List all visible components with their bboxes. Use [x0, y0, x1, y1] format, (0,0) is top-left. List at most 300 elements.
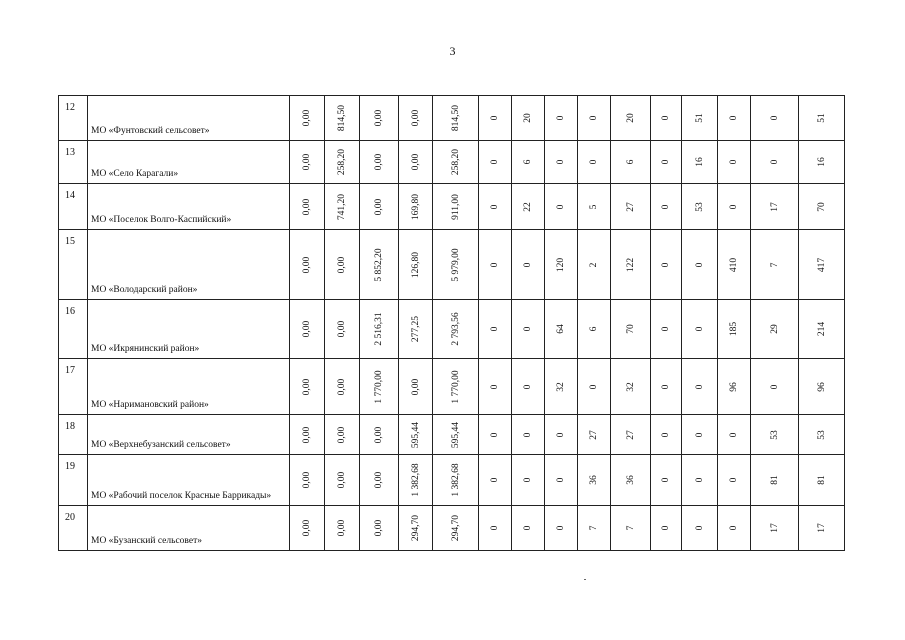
cell-value: 0 — [556, 477, 566, 483]
value-cell — [751, 359, 799, 415]
value-cell — [751, 96, 799, 141]
cell-value: 0,00 — [374, 519, 384, 537]
value-cell — [433, 300, 479, 359]
value-cell — [512, 96, 545, 141]
cell-value: 0,00 — [337, 426, 347, 443]
cell-value: 0,00 — [337, 320, 347, 338]
value-cell — [512, 184, 545, 230]
cell-value: 258,20 — [450, 148, 461, 176]
cell-value: 277,25 — [410, 315, 421, 343]
value-cell — [799, 415, 845, 455]
value-cell — [433, 359, 479, 415]
cell-value: 2 — [589, 262, 599, 267]
value-cell — [799, 184, 845, 230]
cell-value: 27 — [625, 201, 636, 212]
value-cell — [682, 96, 718, 141]
cell-value: 0 — [661, 326, 671, 332]
value-cell — [433, 455, 479, 506]
value-cell — [399, 415, 433, 455]
cell-value: 22 — [523, 201, 533, 212]
value-cell — [611, 141, 651, 184]
cell-value: 96 — [816, 381, 827, 392]
cell-value: 0 — [556, 432, 566, 437]
value-cell — [611, 184, 651, 230]
cell-value: 0 — [661, 115, 671, 121]
cell-value: 0,00 — [337, 378, 347, 395]
value-cell — [611, 506, 651, 551]
value-cell — [751, 230, 799, 300]
value-cell — [751, 415, 799, 455]
cell-value: 70 — [816, 201, 827, 212]
value-cell — [799, 506, 845, 551]
cell-value: 814,50 — [450, 104, 461, 132]
value-cell — [512, 300, 545, 359]
cell-value: 70 — [625, 324, 636, 334]
value-cell — [682, 506, 718, 551]
value-cell — [290, 184, 325, 230]
row-number: 14 — [59, 184, 88, 230]
table-row — [59, 455, 845, 506]
cell-value: 0 — [694, 432, 705, 437]
value-cell — [682, 415, 718, 455]
cell-value: 0 — [661, 477, 671, 483]
cell-value: 417 — [816, 257, 827, 272]
value-cell — [433, 184, 479, 230]
value-cell — [360, 506, 399, 551]
row-number: 19 — [59, 455, 88, 506]
value-cell — [512, 141, 545, 184]
value-cell — [360, 141, 399, 184]
cell-value: 169,80 — [410, 193, 421, 220]
cell-value: 96 — [729, 381, 739, 392]
cell-value: 0,00 — [410, 153, 421, 171]
value-cell — [651, 300, 682, 359]
cell-value: 0,00 — [302, 153, 312, 171]
cell-value: 0,00 — [374, 471, 384, 489]
table-row — [59, 184, 845, 230]
cell-value: 53 — [816, 429, 827, 440]
value-cell — [718, 230, 751, 300]
value-cell — [360, 359, 399, 415]
municipality-name: МО «Поселок Волго-Каспийский» — [88, 184, 290, 230]
table-row — [59, 300, 845, 359]
cell-value: 120 — [556, 257, 566, 272]
value-cell — [651, 359, 682, 415]
cell-value: 258,20 — [337, 148, 347, 176]
value-cell — [799, 455, 845, 506]
cell-value: 0 — [523, 326, 533, 332]
value-cell — [512, 415, 545, 455]
table-row — [59, 230, 845, 300]
cell-value: 27 — [589, 429, 599, 440]
row-number: 18 — [59, 415, 88, 455]
cell-value: 0,00 — [302, 426, 312, 443]
cell-value: 0,00 — [302, 378, 312, 395]
cell-value: 16 — [694, 157, 705, 167]
cell-value: 294,70 — [410, 514, 421, 542]
cell-value: 214 — [816, 321, 827, 337]
cell-value: 0 — [769, 159, 780, 165]
cell-value: 0 — [769, 115, 780, 121]
value-cell — [290, 506, 325, 551]
value-cell — [718, 96, 751, 141]
value-cell — [433, 230, 479, 300]
row-number: 12 — [59, 96, 88, 141]
cell-value: 0 — [661, 384, 671, 389]
cell-value: 0 — [490, 115, 500, 121]
cell-value: 0 — [729, 525, 739, 531]
value-cell — [578, 96, 611, 141]
cell-value: 5 852,20 — [374, 247, 384, 282]
cell-value: 0 — [661, 204, 671, 209]
cell-value: 814,50 — [337, 104, 347, 132]
value-cell — [578, 230, 611, 300]
cell-value: 0 — [490, 477, 500, 483]
cell-value: 27 — [625, 429, 636, 440]
cell-value: 0 — [523, 262, 533, 267]
cell-value: 0,00 — [374, 426, 384, 443]
value-cell — [360, 230, 399, 300]
value-cell — [512, 230, 545, 300]
value-cell — [290, 359, 325, 415]
value-cell — [682, 141, 718, 184]
value-cell — [290, 96, 325, 141]
value-cell — [360, 300, 399, 359]
value-cell — [799, 359, 845, 415]
value-cell — [479, 96, 512, 141]
value-cell — [611, 359, 651, 415]
value-cell — [718, 184, 751, 230]
cell-value: 2 516,31 — [374, 312, 384, 346]
table-row — [59, 506, 845, 551]
value-cell — [718, 359, 751, 415]
value-cell — [611, 415, 651, 455]
value-cell — [682, 359, 718, 415]
value-cell — [718, 141, 751, 184]
value-cell — [479, 300, 512, 359]
value-cell — [290, 141, 325, 184]
value-cell — [479, 141, 512, 184]
cell-value: 0 — [694, 326, 705, 332]
cell-value: 2 793,56 — [450, 312, 461, 346]
cell-value: 0 — [490, 525, 500, 531]
value-cell — [651, 184, 682, 230]
municipality-name: МО «Село Карагали» — [88, 141, 290, 184]
cell-value: 81 — [769, 475, 780, 485]
value-cell — [651, 96, 682, 141]
value-cell — [718, 506, 751, 551]
municipality-name: МО «Фунтовский сельсовет» — [88, 96, 290, 141]
cell-value: 36 — [589, 475, 599, 485]
value-cell — [651, 506, 682, 551]
value-cell — [360, 415, 399, 455]
cell-value: 0,00 — [374, 198, 384, 215]
cell-value: 185 — [729, 321, 739, 337]
page-number: 3 — [449, 44, 456, 58]
cell-value: 36 — [625, 475, 636, 485]
value-cell — [545, 141, 578, 184]
value-cell — [545, 230, 578, 300]
cell-value: 7 — [769, 262, 780, 267]
value-cell — [360, 455, 399, 506]
cell-value: 0 — [523, 432, 533, 437]
cell-value: 911,00 — [450, 193, 461, 220]
cell-value: 0 — [661, 159, 671, 165]
value-cell — [545, 96, 578, 141]
municipality-name: МО «Бузанский сельсовет» — [88, 506, 290, 551]
cell-value: 6 — [589, 326, 599, 332]
cell-value: 0,00 — [302, 198, 312, 215]
municipality-name: МО «Наримановский район» — [88, 359, 290, 415]
cell-value: 32 — [556, 381, 566, 392]
value-cell — [399, 455, 433, 506]
cell-value: 0,00 — [374, 153, 384, 171]
municipality-name: МО «Рабочий поселок Красные Баррикады» — [88, 455, 290, 506]
cell-value: 1 770,00 — [374, 369, 384, 404]
value-cell — [479, 415, 512, 455]
cell-value: 0 — [729, 159, 739, 165]
value-cell — [325, 455, 360, 506]
cell-value: 0,00 — [337, 471, 347, 489]
value-cell — [479, 230, 512, 300]
value-cell — [512, 359, 545, 415]
cell-value: 0 — [490, 262, 500, 267]
cell-value: 0 — [769, 384, 780, 389]
value-cell — [545, 455, 578, 506]
value-cell — [325, 300, 360, 359]
cell-value: 0 — [729, 115, 739, 121]
value-cell — [651, 415, 682, 455]
cell-value: 0 — [589, 384, 599, 389]
cell-value: 0 — [729, 477, 739, 483]
cell-value: 51 — [694, 113, 705, 123]
table-row — [59, 359, 845, 415]
value-cell — [718, 300, 751, 359]
cell-value: 51 — [816, 113, 827, 123]
cell-value: 410 — [729, 257, 739, 272]
cell-value: 20 — [625, 113, 636, 123]
cell-value: 5 979,00 — [450, 247, 461, 282]
value-cell — [290, 300, 325, 359]
cell-value: 0,00 — [374, 109, 384, 127]
table-row — [59, 96, 845, 141]
cell-value: 0 — [556, 204, 566, 209]
cell-value: 53 — [694, 201, 705, 212]
value-cell — [479, 455, 512, 506]
value-cell — [651, 455, 682, 506]
value-cell — [578, 184, 611, 230]
municipality-name: МО «Володарский район» — [88, 230, 290, 300]
cell-value: 0,00 — [302, 256, 312, 273]
cell-value: 0,00 — [302, 109, 312, 127]
value-cell — [325, 415, 360, 455]
value-cell — [611, 300, 651, 359]
cell-value: 17 — [769, 201, 780, 212]
value-cell — [360, 184, 399, 230]
municipality-name: МО «Верхнебузанский сельсовет» — [88, 415, 290, 455]
value-cell — [399, 300, 433, 359]
value-cell — [433, 96, 479, 141]
cell-value: 0 — [589, 115, 599, 121]
value-cell — [545, 184, 578, 230]
value-cell — [399, 96, 433, 141]
value-cell — [799, 300, 845, 359]
cell-value: 0 — [490, 159, 500, 165]
cell-value: 1 382,68 — [410, 463, 421, 497]
value-cell — [682, 455, 718, 506]
cell-value: 0 — [729, 204, 739, 209]
value-cell — [399, 184, 433, 230]
cell-value: 0 — [556, 115, 566, 121]
cell-value: 32 — [625, 381, 636, 392]
value-cell — [360, 96, 399, 141]
value-cell — [578, 506, 611, 551]
value-cell — [578, 415, 611, 455]
value-cell — [325, 96, 360, 141]
cell-value: 0 — [523, 477, 533, 483]
cell-value: 0 — [556, 159, 566, 165]
data-table — [58, 95, 845, 551]
cell-value: 16 — [816, 157, 827, 167]
value-cell — [290, 455, 325, 506]
value-cell — [751, 506, 799, 551]
cell-value: 0,00 — [302, 519, 312, 537]
cell-value: 53 — [769, 429, 780, 440]
cell-value: 7 — [589, 525, 599, 531]
cell-value: 0,00 — [410, 109, 421, 127]
row-number: 20 — [59, 506, 88, 551]
value-cell — [290, 230, 325, 300]
value-cell — [399, 230, 433, 300]
row-number: 17 — [59, 359, 88, 415]
value-cell — [399, 141, 433, 184]
value-cell — [325, 230, 360, 300]
cell-value: 0 — [694, 262, 705, 267]
cell-value: 0,00 — [410, 378, 421, 395]
table-row — [59, 141, 845, 184]
cell-value: 0 — [490, 384, 500, 389]
cell-value: 0 — [661, 262, 671, 267]
value-cell — [799, 141, 845, 184]
cell-value: 5 — [589, 204, 599, 209]
value-cell — [751, 141, 799, 184]
value-cell — [325, 141, 360, 184]
value-cell — [325, 184, 360, 230]
value-cell — [682, 300, 718, 359]
value-cell — [545, 506, 578, 551]
cell-value: 0 — [661, 432, 671, 437]
value-cell — [651, 141, 682, 184]
cell-value: 0 — [556, 525, 566, 531]
scan-speck — [584, 579, 586, 580]
value-cell — [479, 359, 512, 415]
value-cell — [512, 506, 545, 551]
value-cell — [578, 300, 611, 359]
cell-value: 0 — [694, 477, 705, 483]
value-cell — [751, 300, 799, 359]
row-number: 13 — [59, 141, 88, 184]
row-number: 15 — [59, 230, 88, 300]
cell-value: 0,00 — [302, 471, 312, 489]
table-row — [59, 415, 845, 455]
value-cell — [578, 359, 611, 415]
cell-value: 0 — [694, 384, 705, 389]
value-cell — [611, 230, 651, 300]
cell-value: 595,44 — [410, 421, 421, 448]
cell-value: 0 — [694, 525, 705, 531]
cell-value: 1 770,00 — [450, 369, 461, 404]
cell-value: 0 — [490, 204, 500, 209]
cell-value: 0 — [523, 525, 533, 531]
cell-value: 126,80 — [410, 251, 421, 278]
value-cell — [433, 415, 479, 455]
cell-value: 81 — [816, 475, 827, 485]
value-cell — [578, 455, 611, 506]
value-cell — [651, 230, 682, 300]
municipality-name: МО «Икрянинский район» — [88, 300, 290, 359]
cell-value: 17 — [816, 523, 827, 533]
value-cell — [611, 96, 651, 141]
cell-value: 1 382,68 — [450, 463, 461, 497]
value-cell — [325, 506, 360, 551]
value-cell — [578, 141, 611, 184]
row-number: 16 — [59, 300, 88, 359]
value-cell — [399, 359, 433, 415]
value-cell — [545, 300, 578, 359]
cell-value: 6 — [523, 159, 533, 165]
value-cell — [545, 415, 578, 455]
cell-value: 29 — [769, 324, 780, 334]
value-cell — [682, 230, 718, 300]
value-cell — [479, 184, 512, 230]
cell-value: 0 — [523, 384, 533, 389]
cell-value: 122 — [625, 257, 636, 272]
cell-value: 294,70 — [450, 514, 461, 542]
value-cell — [433, 506, 479, 551]
cell-value: 17 — [769, 523, 780, 533]
cell-value: 20 — [523, 113, 533, 123]
value-cell — [325, 359, 360, 415]
value-cell — [751, 455, 799, 506]
value-cell — [718, 455, 751, 506]
value-cell — [512, 455, 545, 506]
cell-value: 0 — [661, 525, 671, 531]
cell-value: 595,44 — [450, 421, 461, 448]
value-cell — [545, 359, 578, 415]
value-cell — [290, 415, 325, 455]
cell-value: 0,00 — [302, 320, 312, 338]
value-cell — [479, 506, 512, 551]
value-cell — [751, 184, 799, 230]
cell-value: 0,00 — [337, 519, 347, 537]
cell-value: 0 — [490, 432, 500, 437]
cell-value: 0,00 — [337, 256, 347, 273]
cell-value: 64 — [556, 324, 566, 334]
value-cell — [799, 96, 845, 141]
value-cell — [682, 184, 718, 230]
cell-value: 0 — [589, 159, 599, 165]
value-cell — [611, 455, 651, 506]
value-cell — [799, 230, 845, 300]
value-cell — [433, 141, 479, 184]
cell-value: 0 — [729, 432, 739, 437]
cell-value: 0 — [490, 326, 500, 332]
value-cell — [718, 415, 751, 455]
cell-value: 6 — [625, 159, 636, 165]
cell-value: 7 — [625, 525, 636, 531]
cell-value: 741,20 — [337, 193, 347, 220]
value-cell — [399, 506, 433, 551]
